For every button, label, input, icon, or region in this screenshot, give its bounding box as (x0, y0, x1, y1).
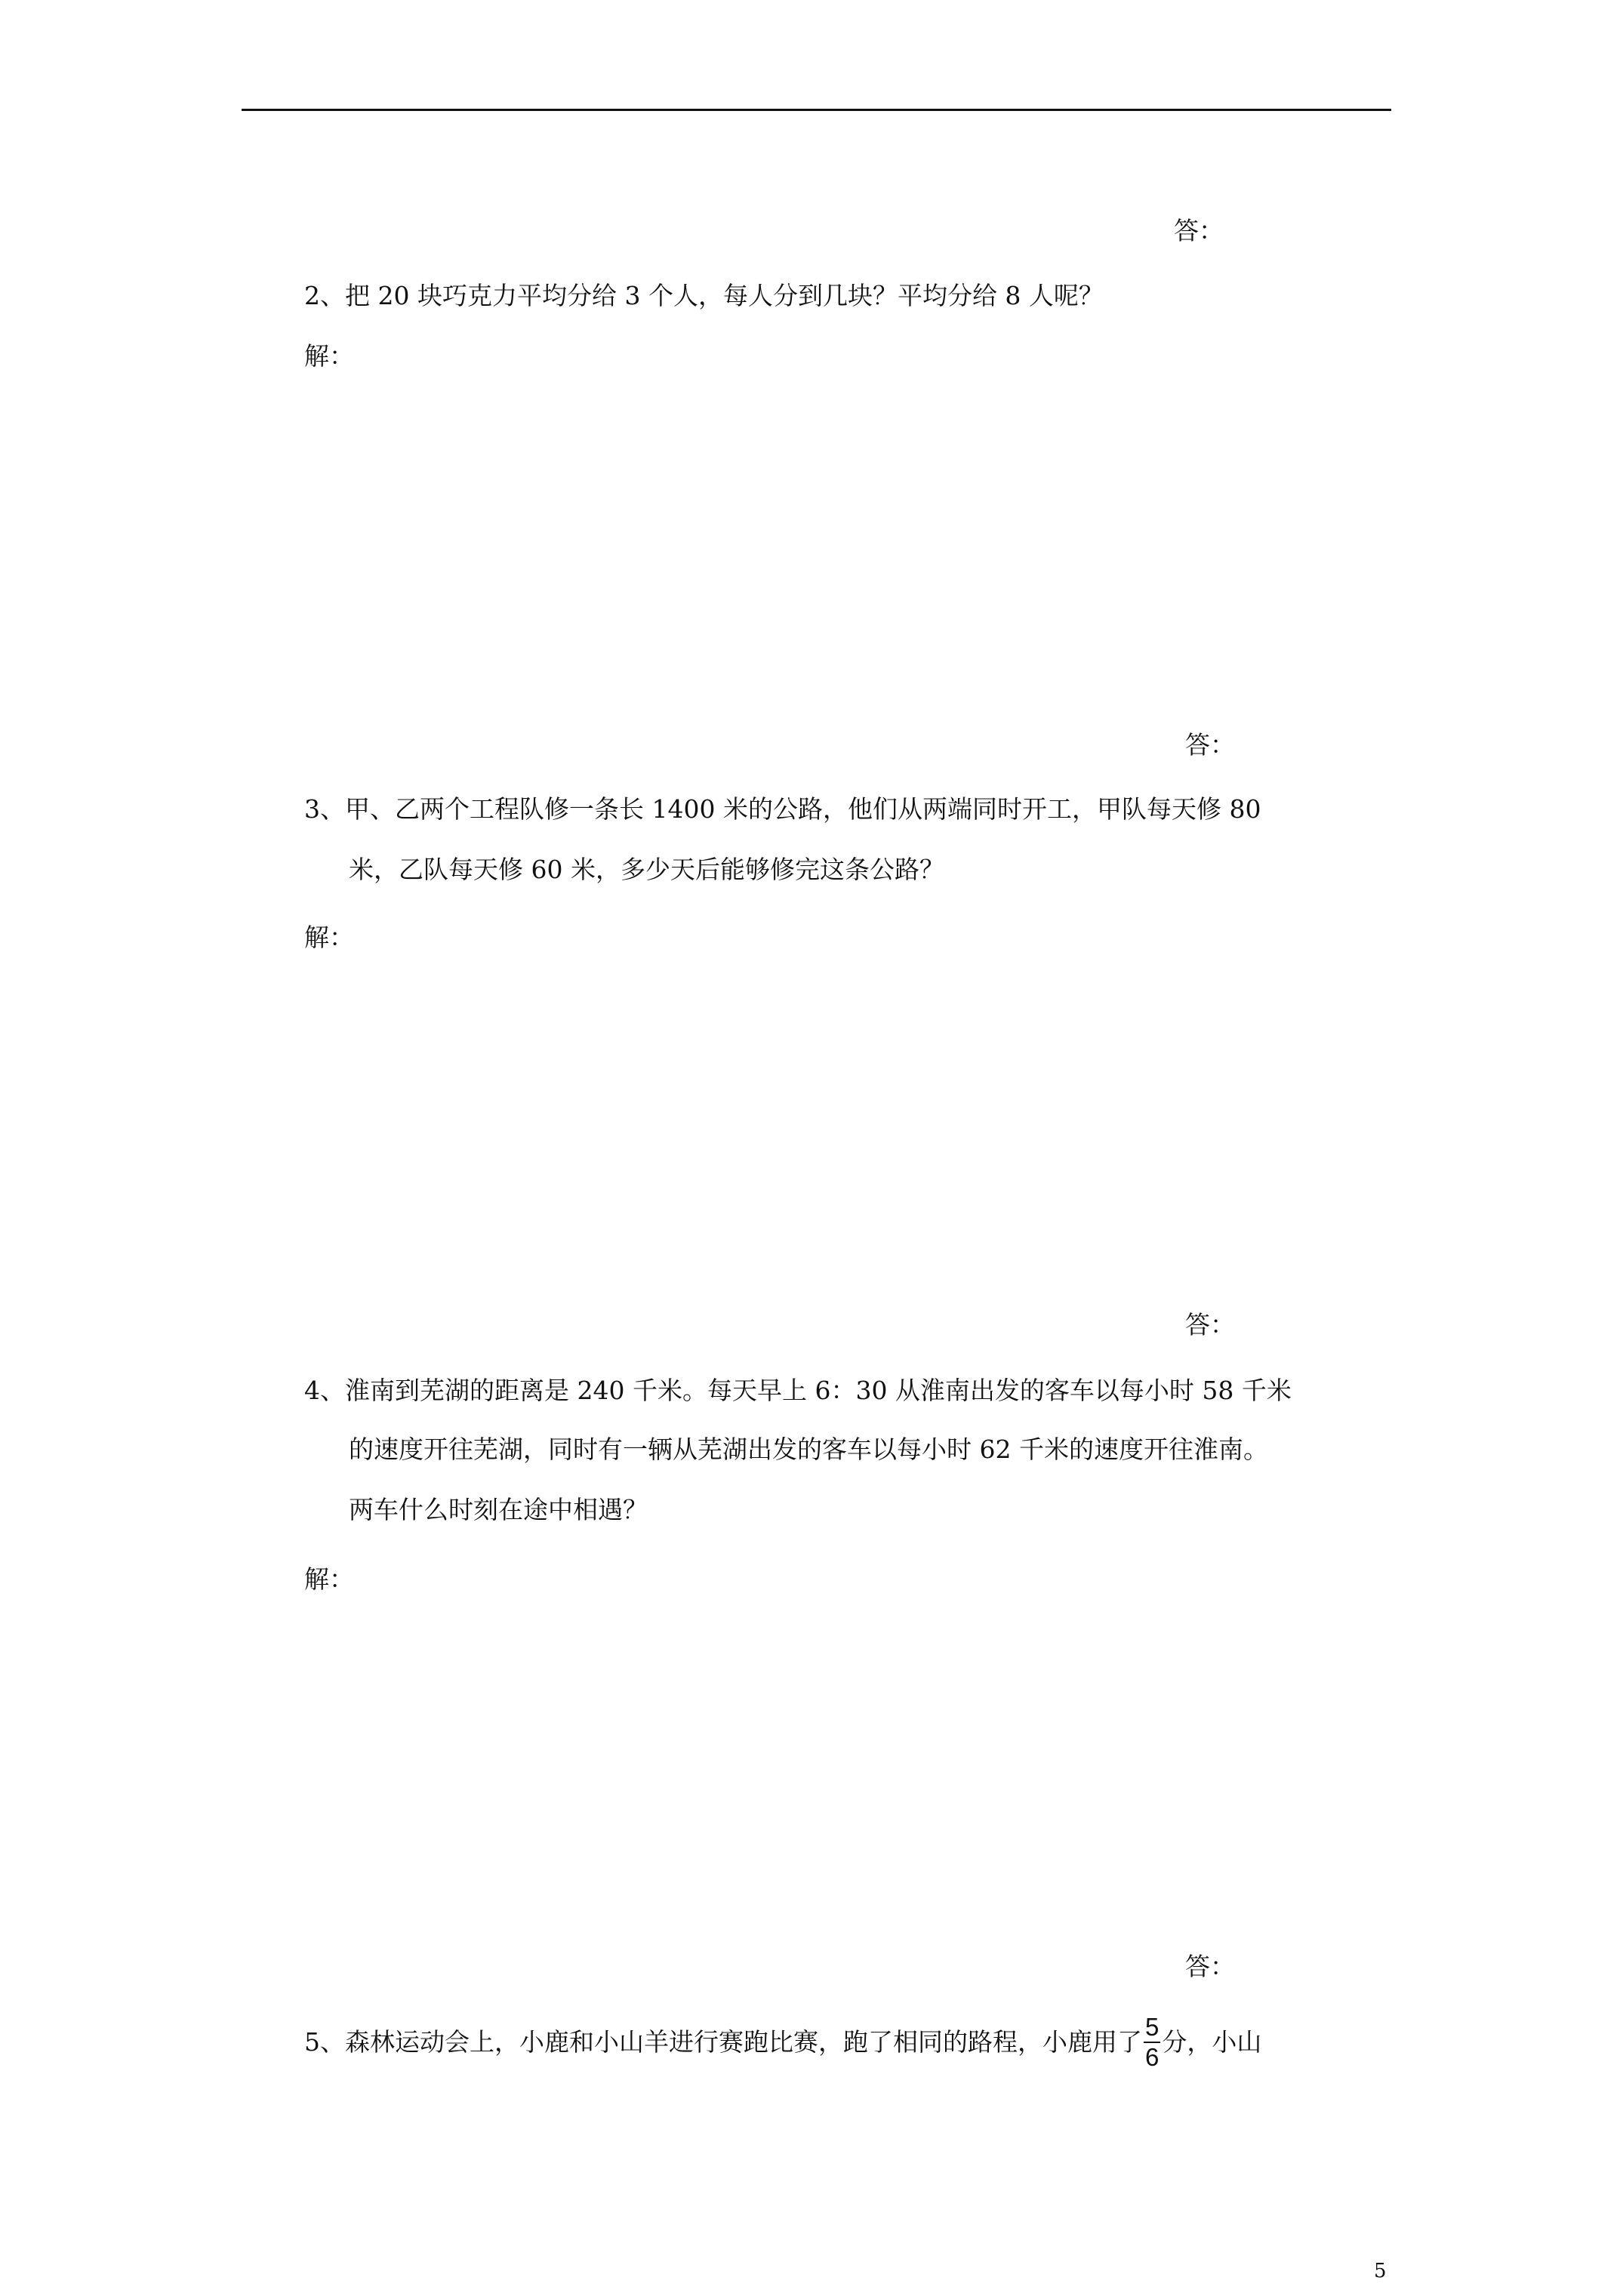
fraction-denominator: 6 (1145, 2043, 1160, 2071)
header-rule (242, 109, 1391, 111)
solve-label-q3: 解： (304, 923, 354, 952)
answer-label-q4: 答： (1185, 1952, 1235, 1981)
question-5-text-before: 5、森林运动会上，小鹿和小山羊进行赛跑比赛，跑了相同的路程，小鹿用了 (304, 2027, 1142, 2057)
answer-label-q1: 答： (1174, 216, 1224, 245)
fraction-five-sixths (1144, 2013, 1160, 2072)
question-5-text-after: 分，小山 (1162, 2027, 1262, 2057)
solve-label-q2: 解： (304, 341, 354, 371)
question-4-line-2: 的速度开往芜湖，同时有一辆从芜湖出发的客车以每小时 62 千米的速度开往淮南。 (349, 1435, 1268, 1464)
question-4-line-3: 两车什么时刻在途中相遇？ (349, 1495, 648, 1524)
question-2-text: 2、把 20 块巧克力平均分给 3 个人，每人分到几块？平均分给 8 人呢？ (304, 281, 1104, 310)
question-3-line-2: 米，乙队每天修 60 米，多少天后能够修完这条公路？ (349, 855, 944, 884)
fraction-numerator: 5 (1145, 2013, 1160, 2041)
question-3-line-1: 3、甲、乙两个工程队修一条长 1400 米的公路，他们从两端同时开工，甲队每天修 80 (304, 794, 1261, 824)
question-4-line-1: 4、淮南到芜湖的距离是 240 千米。每天早上 6：30 从淮南出发的客车以每小时 58 千米 (304, 1376, 1292, 1405)
question-5-line-1 (304, 2014, 1261, 2073)
solve-label-q4: 解： (304, 1564, 354, 1594)
page-number: 5 (1374, 2260, 1387, 2282)
answer-label-q2: 答： (1185, 730, 1235, 760)
answer-label-q3: 答： (1185, 1310, 1235, 1339)
